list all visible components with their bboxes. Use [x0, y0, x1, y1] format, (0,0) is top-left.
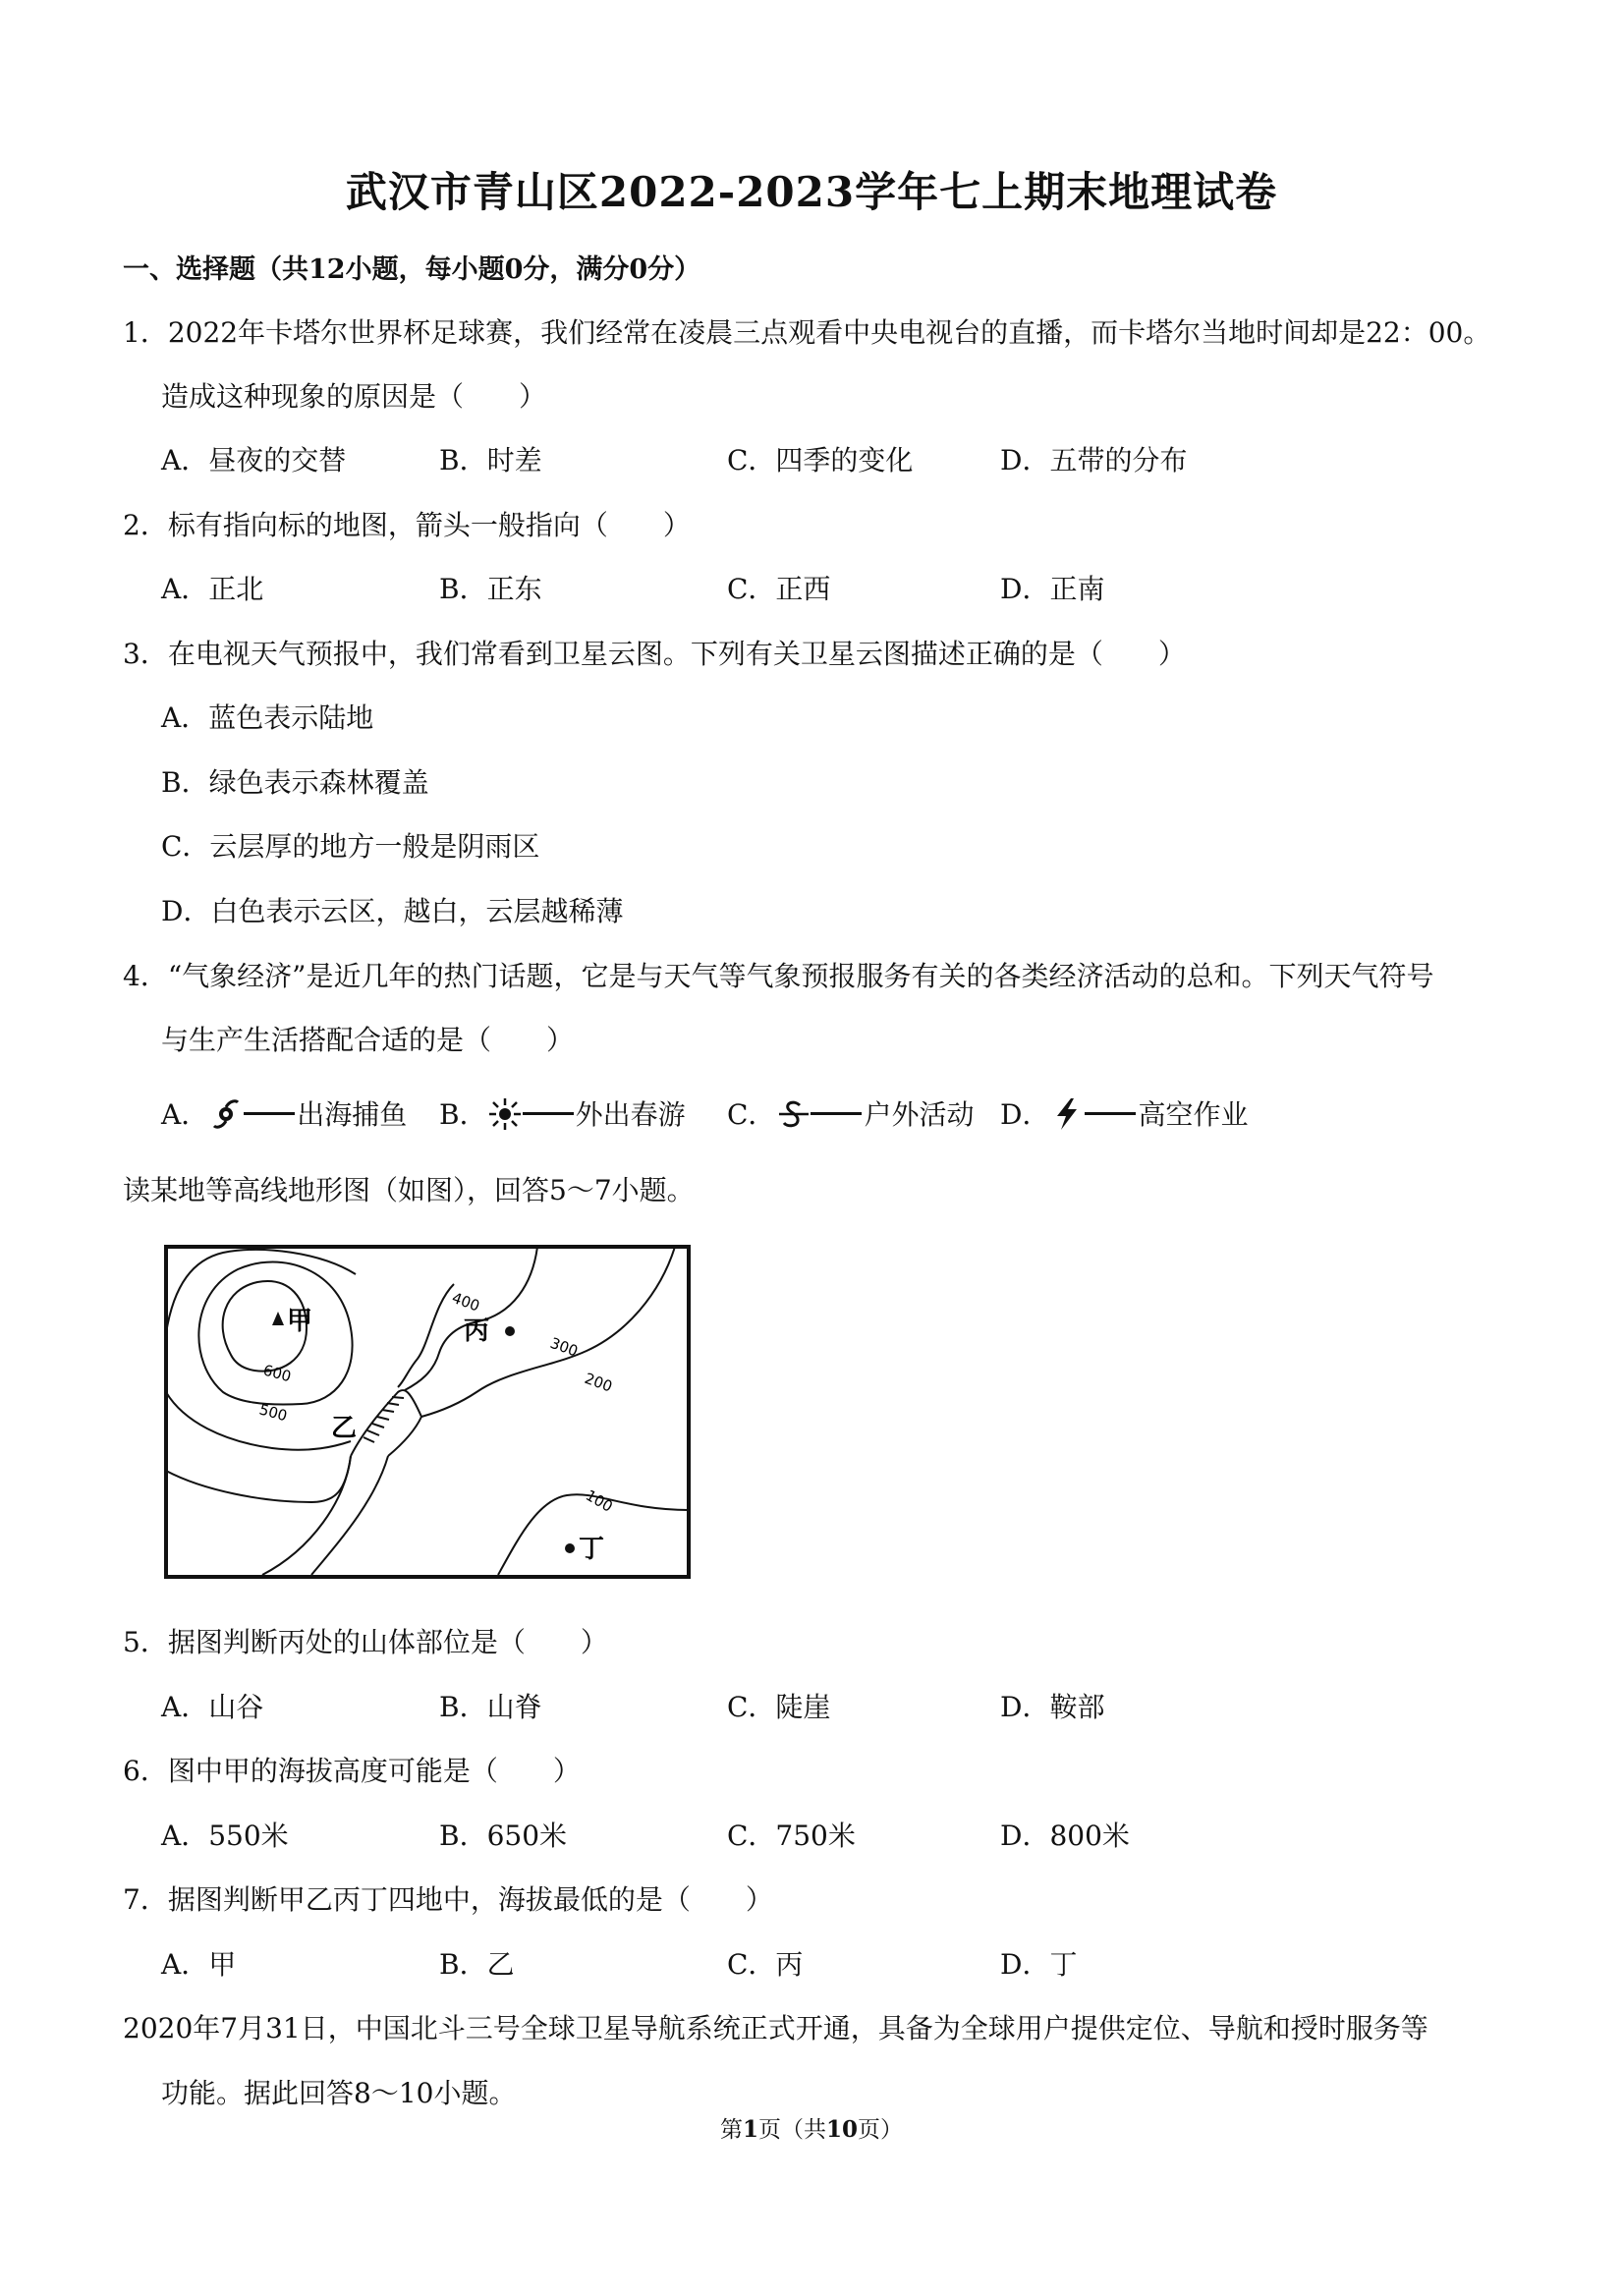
question-3-option-c[interactable]: C．云层厚的地方一般是阴雨区: [161, 830, 540, 863]
question-4-option-c[interactable]: [727, 1093, 974, 1133]
question-4-text: 4．“气象经济”是近几年的热门话题，它是与天气等气象预报服务有关的各类经济活动的总和。下列天气符号: [123, 960, 1434, 992]
question-6-option-c[interactable]: C．750米: [727, 1820, 856, 1852]
question-4-option-a[interactable]: [161, 1093, 407, 1133]
question-7-option-d[interactable]: D．丁: [1000, 1948, 1078, 1981]
question-6-option-d[interactable]: D．800米: [1000, 1820, 1130, 1852]
footer-page-total: 10: [826, 2116, 859, 2143]
sandstorm-icon: [775, 1096, 811, 1132]
question-7-option-a[interactable]: A．甲: [161, 1948, 237, 1981]
page-footer: [0, 2111, 1623, 2144]
exam-title: 武汉市青山区2022-2023学年七上期末地理试卷: [345, 168, 1278, 216]
question-3-option-a[interactable]: A．蓝色表示陆地: [161, 701, 374, 734]
question-5-option-b[interactable]: B．山脊: [439, 1691, 542, 1723]
question-7-text: 7．据图判断甲乙丙丁四地中，海拔最低的是（ ）: [123, 1883, 773, 1916]
thunder-icon: [1049, 1096, 1085, 1132]
instruction-8-10-cont: 功能。据此回答8～10小题。: [161, 2077, 517, 2109]
contour-label-300: 300: [547, 1333, 581, 1361]
question-6-option-a[interactable]: A．550米: [161, 1820, 289, 1852]
question-7-option-b[interactable]: B．乙: [439, 1948, 515, 1981]
option-letter: D．: [1000, 1098, 1050, 1131]
map-frame: [166, 1247, 689, 1577]
instruction-8-10: 2020年7月31日，中国北斗三号全球卫星导航系统正式开通，具备为全球用户提供定位、导航和授时服务等: [123, 2012, 1428, 2044]
connector-dash: [244, 1112, 295, 1115]
question-6-option-b[interactable]: B．650米: [439, 1820, 568, 1852]
contour-label-100: 100: [583, 1485, 616, 1516]
option-text: 户外活动: [864, 1098, 975, 1131]
contour-map: [164, 1245, 691, 1579]
typhoon-icon: [208, 1096, 244, 1132]
question-1-option-b[interactable]: B．时差: [439, 444, 542, 476]
question-3-option-b[interactable]: B．绿色表示森林覆盖: [161, 766, 429, 799]
question-4-text-cont: 与生产生活搭配合适的是（ ）: [161, 1024, 575, 1056]
option-letter: A．: [161, 1098, 209, 1131]
option-text: 外出春游: [575, 1098, 686, 1131]
section-heading: 一、选择题（共12小题，每小题0分，满分0分）: [123, 254, 701, 285]
question-5-text: 5．据图判断丙处的山体部位是（ ）: [123, 1626, 608, 1658]
question-5-option-d[interactable]: D．鞍部: [1000, 1691, 1105, 1723]
question-7-option-c[interactable]: C．丙: [727, 1948, 804, 1981]
place-yi: 乙: [331, 1414, 358, 1443]
point-bing: [505, 1326, 515, 1336]
question-5-option-a[interactable]: A．山谷: [161, 1691, 264, 1723]
question-3-text: 3．在电视天气预报中，我们常看到卫星云图。下列有关卫星云图描述正确的是（ ）: [123, 638, 1186, 670]
question-2-option-b[interactable]: B．正东: [439, 573, 542, 605]
question-1-option-c[interactable]: C．四季的变化: [727, 444, 914, 476]
sunny-icon: [487, 1096, 523, 1132]
question-2-option-c[interactable]: C．正西: [727, 573, 831, 605]
question-6-text: 6．图中甲的海拔高度可能是（ ）: [123, 1755, 581, 1787]
footer-page-number: 1: [742, 2116, 758, 2143]
question-2-text: 2．标有指向标的地图，箭头一般指向（ ）: [123, 509, 691, 541]
place-bing: 丙: [464, 1316, 490, 1346]
footer-mid: 页（共: [758, 2117, 826, 2143]
question-2-option-d[interactable]: D．正南: [1000, 573, 1105, 605]
question-3-option-d[interactable]: D．白色表示云区，越白，云层越稀薄: [161, 895, 624, 927]
contour-label-600: 600: [260, 1361, 294, 1386]
option-letter: C．: [727, 1098, 776, 1131]
place-ding: 丁: [579, 1535, 605, 1564]
contour-label-200: 200: [582, 1369, 615, 1396]
question-1-text-cont: 造成这种现象的原因是（ ）: [161, 380, 547, 413]
footer-post: 页）: [858, 2117, 904, 2143]
question-4-option-d[interactable]: [1000, 1093, 1248, 1133]
question-2-option-a[interactable]: A．正北: [161, 573, 264, 605]
contour-label-500: 500: [256, 1400, 290, 1426]
place-jia: 甲: [287, 1307, 313, 1336]
question-4-option-b[interactable]: [439, 1093, 686, 1133]
question-1-option-a[interactable]: A．昼夜的交替: [161, 444, 347, 476]
connector-dash: [1085, 1112, 1136, 1115]
option-letter: B．: [439, 1098, 487, 1131]
question-5-option-c[interactable]: C．陡崖: [727, 1691, 831, 1723]
connector-dash: [523, 1112, 574, 1115]
connector-dash: [811, 1112, 862, 1115]
question-1-option-d[interactable]: D．五带的分布: [1000, 444, 1188, 476]
contour-label-400: 400: [449, 1288, 482, 1316]
instruction-5-7: 读某地等高线地形图（如图），回答5～7小题。: [123, 1174, 695, 1206]
option-text: 高空作业: [1138, 1098, 1249, 1131]
footer-pre: 第: [719, 2117, 743, 2143]
option-text: 出海捕鱼: [297, 1098, 408, 1131]
point-ding: [565, 1543, 575, 1553]
question-1-text: 1．2022年卡塔尔世界杯足球赛，我们经常在凌晨三点观看中央电视台的直播，而卡塔尔当地时间却是22：00。: [123, 316, 1491, 349]
